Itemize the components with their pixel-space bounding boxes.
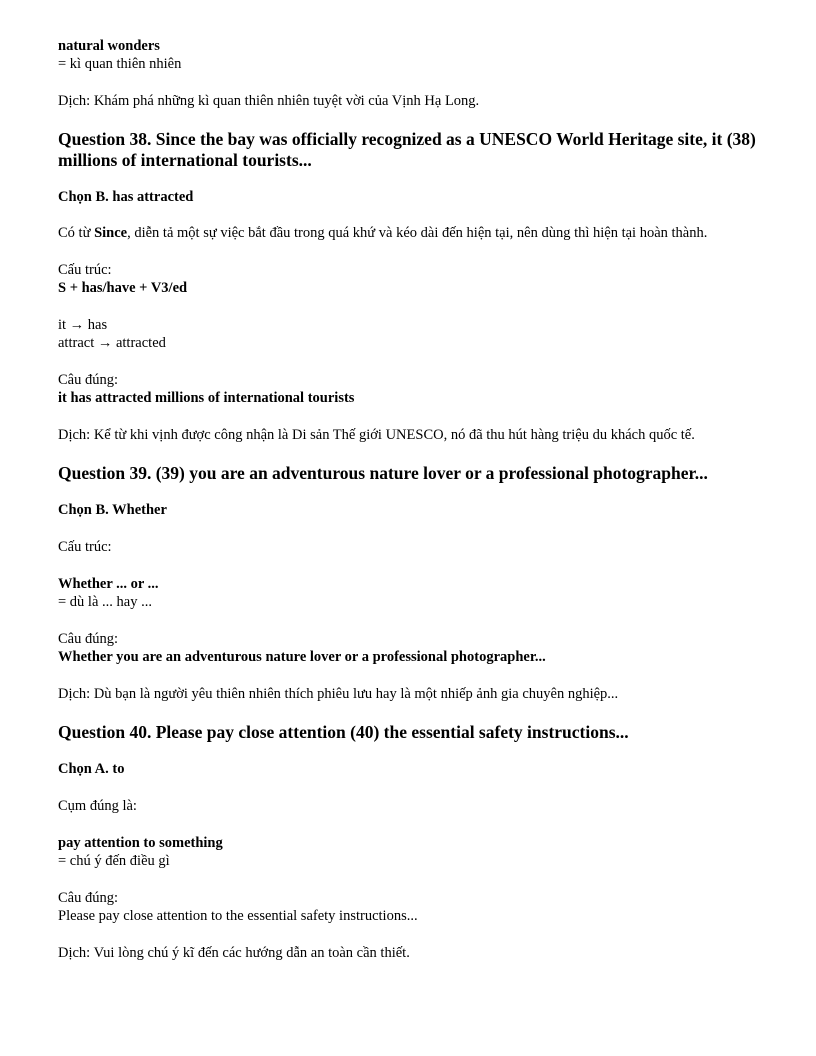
- question-39-answer: Chọn B. Whether: [58, 502, 167, 518]
- question-39-translation: Dịch: Dù bạn là người yêu thiên nhiên thích phiêu lưu hay là một nhiếp ảnh gia chuyên nghiệp...: [58, 686, 619, 702]
- question-39-structure-label: Cấu trúc:: [58, 539, 112, 555]
- question-38-step-1: it → has: [58, 317, 108, 333]
- question-38-title: Question 38. Since the bay was officially recognized as a UNESCO World Heritage site, it (38) millions of international tourists...: [58, 129, 756, 170]
- explanation-keyword: Since: [94, 225, 128, 241]
- question-40-title: Question 40. Please pay close attention (40) the essential safety instructions...: [58, 722, 629, 742]
- question-38-correct: it has attracted millions of international tourists: [58, 390, 355, 406]
- explanation-post: , diễn tả một sự việc bắt đầu trong quá khứ và kéo dài đến hiện tại, nên dùng thì hiện tại hoàn thành.: [127, 225, 708, 241]
- question-39-structure: Whether ... or ...: [58, 576, 159, 592]
- question-38-structure-label: Cấu trúc:: [58, 262, 112, 278]
- question-38-step-2: attract → attracted: [58, 335, 166, 351]
- question-38-explanation: [58, 224, 758, 242]
- question-40-correct-label: Câu đúng:: [58, 890, 119, 906]
- question-40-translation: Dịch: Vui lòng chú ý kĩ đến các hướng dẫn an toàn cần thiết.: [58, 945, 410, 961]
- question-40-meaning: = chú ý đến điều gì: [58, 853, 170, 869]
- question-39-title: Question 39. (39) you are an adventurous nature lover or a professional photographer...: [58, 463, 708, 483]
- question-38-structure: S + has/have + V3/ed: [58, 280, 188, 296]
- question-38-answer: Chọn B. has attracted: [58, 189, 194, 205]
- vocab-term: natural wonders: [58, 38, 160, 54]
- vocab-meaning: = kì quan thiên nhiên: [58, 56, 182, 72]
- question-39-meaning: = dù là ... hay ...: [58, 594, 152, 610]
- question-40-answer: Chọn A. to: [58, 761, 125, 777]
- question-40-phrase-label: Cụm đúng là:: [58, 798, 137, 814]
- question-40-phrase: pay attention to something: [58, 835, 223, 851]
- question-40-correct: Please pay close attention to the essential safety instructions...: [58, 908, 418, 924]
- question-38-translation: Dịch: Kể từ khi vịnh được công nhận là Di sản Thế giới UNESCO, nó đã thu hút hàng triệu du khách quốc tế.: [58, 427, 695, 443]
- question-39-correct: Whether you are an adventurous nature lover or a professional photographer...: [58, 649, 546, 665]
- explanation-pre: Có từ: [58, 225, 95, 241]
- intro-translation: Dịch: Khám phá những kì quan thiên nhiên tuyệt vời của Vịnh Hạ Long.: [58, 93, 480, 109]
- question-38-correct-label: Câu đúng:: [58, 372, 119, 388]
- document-page: [58, 37, 758, 962]
- question-39-correct-label: Câu đúng:: [58, 631, 119, 647]
